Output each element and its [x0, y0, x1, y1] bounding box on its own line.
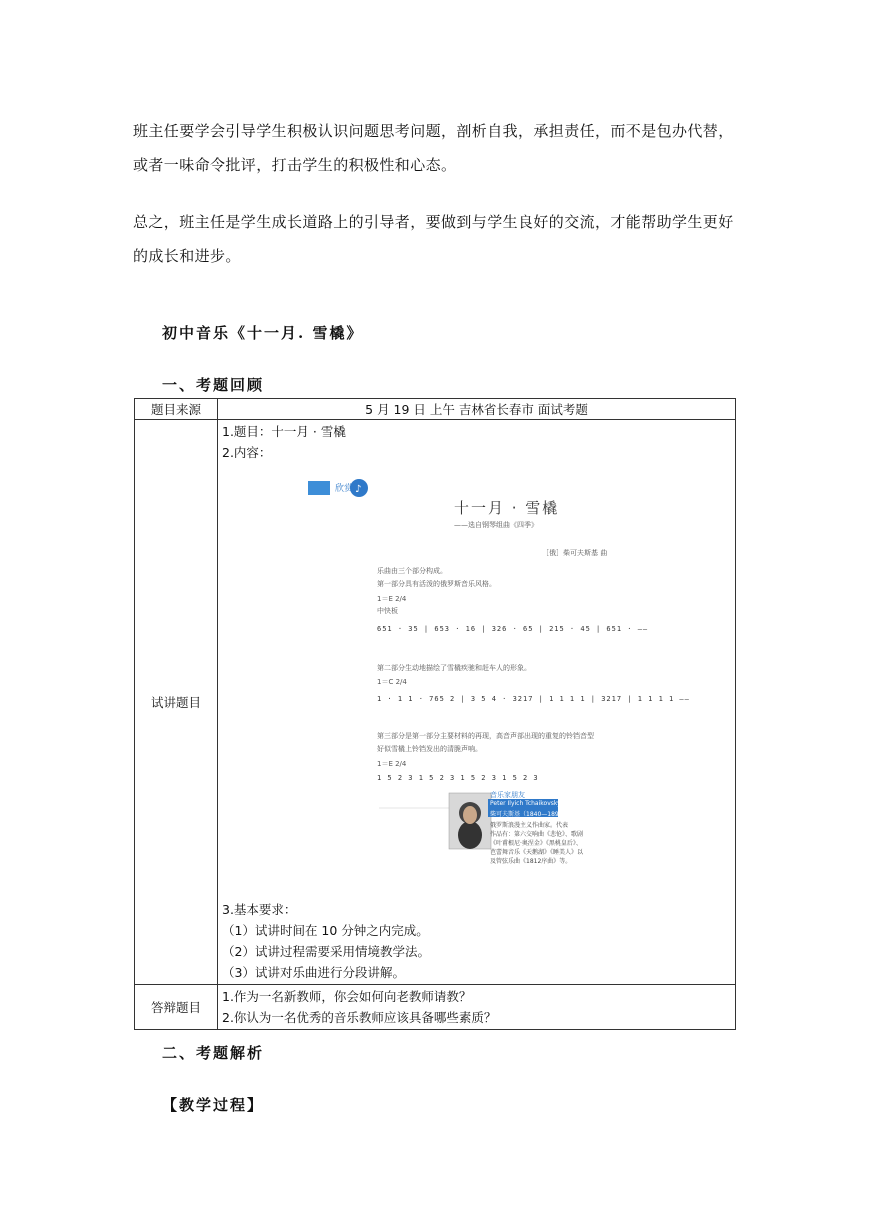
- question-1: 1.作为一名新教师，你会如何向老教师请教？: [222, 989, 472, 1004]
- content-line: 2.内容：: [222, 445, 272, 460]
- defense-questions-cell: [218, 985, 736, 1030]
- figure-composer: ［俄］柴可夫斯基 曲: [542, 549, 608, 557]
- section-heading-teaching-process: 【教学过程】: [162, 1096, 265, 1114]
- question-2: 2.你认为一名优秀的音乐教师应该具备哪些素质？: [222, 1010, 497, 1025]
- topic-line: 1.题目：十一月 · 雪橇: [222, 424, 346, 439]
- paragraph-2: 总之，班主任是学生成长道路上的引导者，要做到与学生良好的交流，才能帮助学生更好的成长和进步。: [133, 213, 734, 265]
- tag-box: [308, 481, 330, 495]
- figure-text-3: 第二部分生动地描绘了雪橇疾驰和赶车人的形象。: [377, 664, 531, 672]
- bio-text: 俄罗斯浪漫主义作曲家。代表 作品有：第六交响曲《悲怆》、歌剧 《叶甫根尼·奥涅金》《黑桃皇后》、 芭蕾舞音乐《天鹅湖》《睡美人》以 及管弦乐曲《1812序曲》等。: [490, 822, 584, 865]
- textbook-figure: [222, 463, 692, 893]
- requirement-1: （1）试讲时间在 10 分钟之内完成。: [222, 923, 429, 938]
- requirements-title: 3.基本要求：: [222, 902, 297, 917]
- table-row: [135, 985, 736, 1030]
- notation-line-1: 651 · 35 | 653 · 16 | 326 · 65 | 215 · 45 | 651 · ——: [377, 625, 649, 633]
- figure-text-1: 乐曲由三个部分构成。: [377, 567, 447, 575]
- defense-label: 答辩题目: [135, 985, 218, 1030]
- section-heading-review: 一、考题回顾: [162, 376, 265, 394]
- key-signature-1: 1＝E 2/4: [377, 595, 407, 603]
- tempo-marking: 中快板: [377, 607, 398, 615]
- figure-text-4: 第三部分是第一部分主要材料的再现，高音声部出现的重复的铃铛音型: [377, 732, 594, 740]
- source-label: 题目来源: [135, 399, 218, 420]
- key-signature-3: 1＝E 2/4: [377, 760, 407, 768]
- lecture-topic-cell: [218, 420, 736, 985]
- svg-text:♪: ♪: [355, 484, 362, 495]
- exam-table: [134, 398, 736, 1030]
- bio-name-en: Peter Ilyich Tchaikovsky: [490, 800, 561, 807]
- notation-line-2: 1 · 1 1 · 765 2 | 3 5 4 · 3217 | 1 1 1 1 | 3217 | 1 1 1 1 ——: [377, 695, 690, 703]
- table-row: [135, 399, 736, 420]
- figure-text-5: 好似雪橇上铃铛发出的清脆声响。: [377, 745, 482, 753]
- figure-text-2: 第一部分具有活泼的俄罗斯音乐风格。: [377, 580, 496, 588]
- tag-label: 欣赏: [335, 484, 354, 494]
- figure-subtitle: ——选自钢琴组曲《四季》: [454, 521, 538, 529]
- requirement-2: （2）试讲过程需要采用情境教学法。: [222, 944, 430, 959]
- notation-line-3: 1 5 2 3 1 5 2 3 1 5 2 3 1 5 2 3: [377, 774, 539, 782]
- figure-title: 十一月 · 雪橇: [454, 499, 560, 517]
- lecture-topic-label: 试讲题目: [135, 420, 218, 985]
- document-title: 初中音乐《十一月. 雪橇》: [162, 324, 364, 342]
- requirement-3: （3）试讲对乐曲进行分段讲解。: [222, 965, 405, 980]
- section-heading-analysis: 二、考题解析: [162, 1044, 265, 1062]
- bio-name-cn: 柴可夫斯基（1840—1893）: [490, 811, 569, 818]
- table-row: [135, 420, 736, 985]
- paragraph-1: 班主任要学会引导学生积极认识问题思考问题，剖析自我，承担责任，而不是包办代替，或者一味命令批评，打击学生的积极性和心态。: [133, 122, 734, 174]
- source-value: 5 月 19 日 上午 吉林省长春市 面试考题: [218, 399, 736, 420]
- bio-header: 音乐家朋友: [490, 791, 525, 799]
- key-signature-2: 1＝C 2/4: [377, 678, 407, 686]
